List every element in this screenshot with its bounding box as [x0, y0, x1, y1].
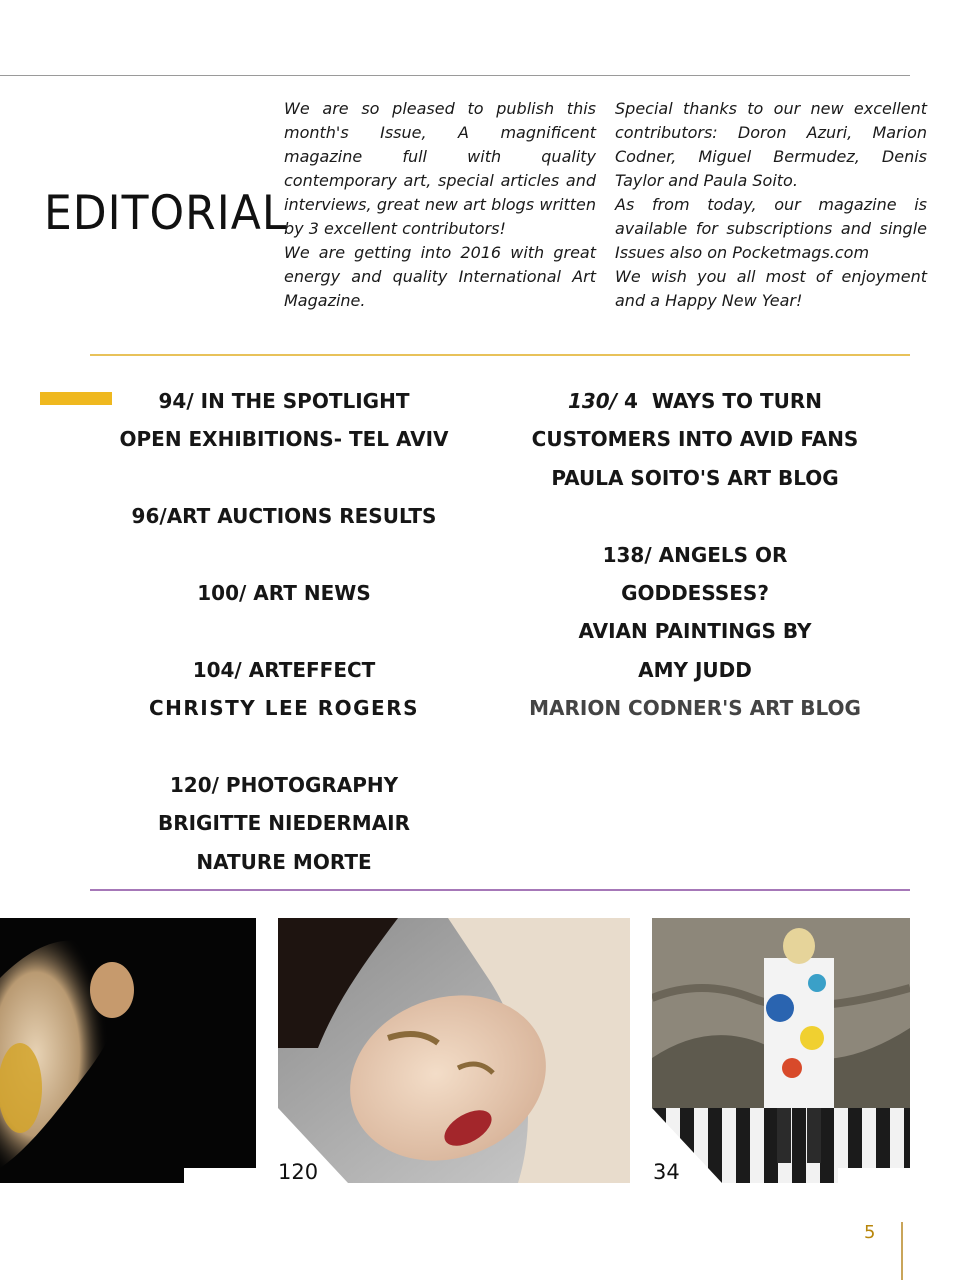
toc-page-number: 130/	[567, 389, 618, 413]
toc-left-column	[64, 382, 504, 881]
toc-title: ART AUCTIONS RESULTS	[166, 504, 437, 529]
editorial-paragraph: Special thanks to our new excellent contributors: Doron Azuri, Marion Codner, Miguel Bermudez, Denis Taylor and Paula Soito.	[615, 99, 927, 190]
toc-subtitle: NATURE MORTE	[196, 849, 372, 874]
top-divider	[0, 75, 910, 76]
toc-entry-104[interactable]	[64, 651, 504, 689]
toc-title: ART NEWS	[253, 580, 371, 605]
toc-title: ARTEFFECT	[248, 657, 376, 682]
toc-title: 4 WAYS TO TURN	[623, 389, 823, 413]
toc-page-number: 94/	[158, 389, 194, 413]
gold-divider	[90, 354, 910, 356]
toc-entry-120[interactable]	[64, 766, 504, 804]
toc-subtitle: CHRISTY LEE ROGERS	[148, 696, 420, 721]
toc-page-number: 120/	[169, 772, 219, 797]
photo-amy-judd	[652, 918, 910, 1183]
toc-subtitle: BRIGITTE NIEDERMAIR	[157, 811, 411, 836]
toc-subtitle: OPEN EXHIBITIONS- TEL AVIV	[119, 427, 449, 452]
page-number-rule	[901, 1222, 903, 1280]
photo-page-label: 120	[278, 1160, 319, 1184]
toc-subtitle: CUSTOMERS INTO AVID FANS	[531, 427, 859, 452]
photo-page-label: 34	[653, 1160, 680, 1184]
toc-entry-138[interactable]	[475, 536, 915, 574]
editorial-paragraph: We are so pleased to publish this month's Issue, A magnificent magazine full with quality contemporary art, special articles and interviews, great new art blogs written by 3 excellent contributors!	[284, 99, 596, 238]
toc-page-number: 96/	[131, 504, 167, 529]
editorial-column-2	[615, 97, 927, 313]
toc-page-number: 100/	[197, 580, 247, 605]
photo-brigitte-niedermair	[278, 918, 630, 1183]
toc-subtitle: AMY JUDD	[638, 657, 752, 682]
toc-subtitle: GODDESSES?	[621, 580, 769, 605]
purple-divider	[90, 889, 910, 891]
toc-title: PHOTOGRAPHY	[225, 772, 399, 797]
toc-entry-130[interactable]	[475, 382, 915, 420]
toc-right-column	[475, 382, 915, 728]
editorial-heading: EDITORIAL	[44, 185, 288, 241]
editorial-paragraph: As from today, our magazine is available for subscriptions and single Issues also on Pocketmags.com	[615, 195, 927, 262]
toc-subtitle: PAULA SOITO'S ART BLOG	[551, 465, 839, 490]
toc-page-number: 104/	[192, 657, 242, 682]
toc-page-number: 138/	[602, 542, 652, 567]
page-number: 5	[864, 1222, 876, 1243]
editorial-paragraph: We wish you all most of enjoyment and a Happy New Year!	[615, 267, 927, 310]
editorial-column-1	[284, 97, 596, 313]
toc-title: IN THE SPOTLIGHT	[200, 389, 410, 413]
toc-entry-100[interactable]	[64, 574, 504, 612]
toc-entry-96[interactable]	[64, 497, 504, 535]
editorial-paragraph: We are getting into 2016 with great energy and quality International Art Magazine.	[284, 243, 596, 310]
toc-subtitle: AVIAN PAINTINGS BY	[578, 619, 812, 644]
toc-title: ANGELS OR	[658, 542, 788, 567]
photo-christy-lee-rogers	[0, 918, 256, 1183]
toc-subtitle: MARION CODNER'S ART BLOG	[529, 696, 861, 721]
toc-entry-94[interactable]	[64, 382, 504, 420]
